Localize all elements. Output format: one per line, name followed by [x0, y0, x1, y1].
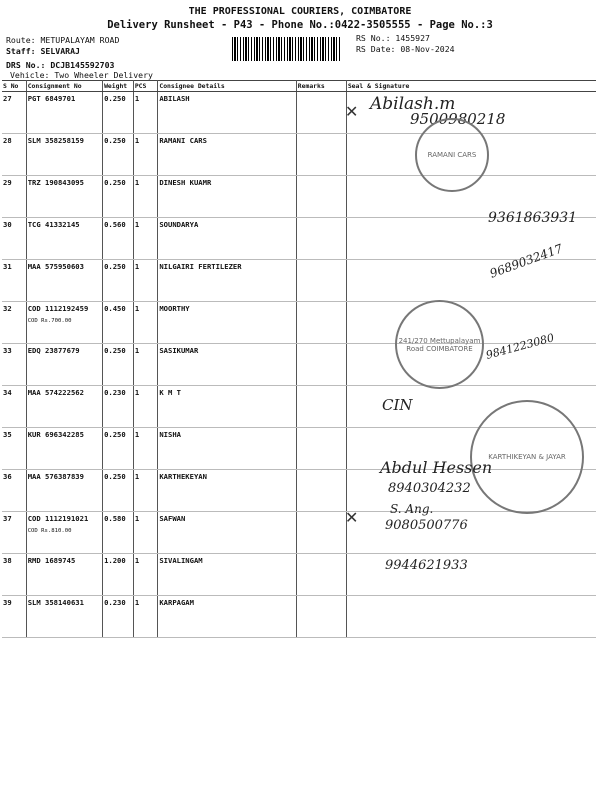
- table-row: [2, 512, 596, 554]
- cell-consignee-text: SAFWAN: [159, 514, 186, 523]
- vehicle-label: Vehicle: Two Wheeler Delivery: [10, 70, 153, 80]
- phone-r38: 9080500776: [385, 518, 468, 533]
- cell-pcs-text: 1: [134, 514, 140, 523]
- col-weight: Weight: [103, 81, 134, 92]
- cell-weight: [103, 218, 134, 260]
- cell-consignment: [26, 176, 102, 218]
- cell-pcs-text: 1: [134, 346, 140, 355]
- signature-r27: Abilash.m: [370, 94, 456, 114]
- cell-consignment-text: KUR 696342285: [27, 430, 84, 439]
- cell-pcs-text: 1: [134, 598, 140, 607]
- cell-pcs: [133, 92, 158, 134]
- cell-consignee: [158, 386, 296, 428]
- cell-consignment: [26, 386, 102, 428]
- cross-mark-icon-2: ✕: [345, 508, 359, 527]
- cell-remarks: [296, 260, 346, 302]
- cell-pcs: [133, 428, 158, 470]
- cell-pcs: [133, 260, 158, 302]
- cell-consignee-text: SASIKUMAR: [159, 346, 199, 355]
- cell-consignment: [26, 512, 102, 554]
- cell-sno-text: 31: [3, 262, 12, 271]
- cell-consignee-text: NILGAIRI FERTILEZER: [159, 262, 242, 271]
- cell-weight-text: 0.250: [104, 136, 126, 145]
- cell-consignee-text: DINESH KUAMR: [159, 178, 212, 187]
- cell-consignment: [26, 134, 102, 176]
- cell-remarks: [296, 134, 346, 176]
- cell-sno-text: 33: [3, 346, 12, 355]
- rs-date: RS Date: 08-Nov-2024: [356, 44, 455, 54]
- cell-weight: [103, 344, 134, 386]
- cod-amount: COD Rs.810.00: [27, 528, 72, 534]
- cell-consignment: [26, 302, 102, 344]
- cell-remarks: [296, 428, 346, 470]
- cell-sno: [2, 260, 26, 302]
- cell-weight: [103, 470, 134, 512]
- cell-weight-text: 0.250: [104, 346, 126, 355]
- cell-weight: [103, 596, 134, 638]
- table-body: [2, 92, 596, 638]
- cell-sno: [2, 386, 26, 428]
- cell-weight: [103, 554, 134, 596]
- cell-sno-text: 29: [3, 178, 12, 187]
- cell-remarks: [296, 470, 346, 512]
- company-stamp: RAMANI CARS: [415, 118, 489, 192]
- cell-sno: [2, 470, 26, 512]
- table-header-row: [2, 81, 596, 92]
- cell-weight-text: 0.250: [104, 472, 126, 481]
- cell-pcs-text: 1: [134, 178, 140, 187]
- cell-weight: [103, 512, 134, 554]
- cell-weight-text: 0.250: [104, 262, 126, 271]
- col-consignee: Consignee Details: [158, 81, 296, 92]
- cell-sno: [2, 512, 26, 554]
- cell-sno: [2, 302, 26, 344]
- cell-pcs: [133, 596, 158, 638]
- table-row: [2, 302, 596, 344]
- cell-consignee-text: NISHA: [159, 430, 181, 439]
- cell-pcs: [133, 512, 158, 554]
- cell-consignment-text: SLM 358140631: [27, 598, 84, 607]
- col-consignment: Consignment No: [26, 81, 102, 92]
- cell-weight: [103, 176, 134, 218]
- cell-consignment: [26, 596, 102, 638]
- cell-pcs: [133, 470, 158, 512]
- cell-sno: [2, 596, 26, 638]
- cell-consignee-text: ABILASH: [159, 94, 190, 103]
- cell-pcs-text: 1: [134, 304, 140, 313]
- cell-consignment: [26, 554, 102, 596]
- cell-pcs-text: 1: [134, 472, 140, 481]
- cell-consignment-text: MAA 575950603: [27, 262, 84, 271]
- cell-weight: [103, 428, 134, 470]
- cell-consignee-text: KARPAGAM: [159, 598, 194, 607]
- delivery-table: [2, 80, 596, 638]
- cell-consignee-text: KARTHEKEYAN: [159, 472, 207, 481]
- col-signature: Seal & Signature: [346, 81, 596, 92]
- cell-consignee-text: SIVALINGAM: [159, 556, 203, 565]
- cell-consignment-text: COD 1112192459: [27, 304, 89, 313]
- cell-signature: [346, 596, 596, 638]
- cell-sno-text: 28: [3, 136, 12, 145]
- cell-consignee-text: MOORTHY: [159, 304, 190, 313]
- cell-consignee: [158, 512, 296, 554]
- phone-r31: 9689032417: [487, 241, 565, 281]
- cell-consignee-text: RAMANI CARS: [159, 136, 207, 145]
- cell-consignee: [158, 260, 296, 302]
- cell-sno: [2, 176, 26, 218]
- cell-sno-text: 35: [3, 430, 12, 439]
- cell-consignee: [158, 302, 296, 344]
- cell-consignment-text: EDQ 23877679: [27, 346, 80, 355]
- cell-consignment-text: PGT 6849701: [27, 94, 76, 103]
- cell-weight-text: 0.450: [104, 304, 126, 313]
- cell-pcs-text: 1: [134, 136, 140, 145]
- cell-consignment: [26, 260, 102, 302]
- cell-sno: [2, 218, 26, 260]
- cell-consignee-text: SOUNDARYA: [159, 220, 199, 229]
- cell-consignment: [26, 218, 102, 260]
- company-stamp-3: KARTHIKEYAN & JAYAR: [470, 400, 584, 514]
- signature-r37: Abdul Hessen: [380, 458, 493, 477]
- cell-sno: [2, 92, 26, 134]
- cell-consignee: [158, 134, 296, 176]
- cell-remarks: [296, 512, 346, 554]
- cod-amount: COD Rs.700.00: [27, 318, 72, 324]
- cell-pcs-text: 1: [134, 388, 140, 397]
- cell-pcs: [133, 176, 158, 218]
- cell-weight: [103, 260, 134, 302]
- cell-consignee: [158, 554, 296, 596]
- cell-weight-text: 0.230: [104, 388, 126, 397]
- barcode: [232, 37, 342, 61]
- col-pcs: PCS: [133, 81, 158, 92]
- cell-sno-text: 37: [3, 514, 12, 523]
- cell-consignment: [26, 470, 102, 512]
- table-row: [2, 92, 596, 134]
- cell-pcs-text: 1: [134, 220, 140, 229]
- cell-consignee: [158, 596, 296, 638]
- cell-consignment-text: MAA 576387839: [27, 472, 84, 481]
- cell-sno: [2, 428, 26, 470]
- phone-r30: 9361863931: [488, 210, 578, 226]
- cell-sno-text: 38: [3, 556, 12, 565]
- phone-r37: 8940304232: [388, 481, 471, 496]
- phone-r27: 9500980218: [410, 110, 506, 128]
- cell-remarks: [296, 596, 346, 638]
- phone-r34: 9841223080: [484, 331, 556, 362]
- cell-sno-text: 34: [3, 388, 12, 397]
- cell-consignment: [26, 344, 102, 386]
- cell-weight-text: 0.250: [104, 430, 126, 439]
- drs-label: DRS No.: DCJB145592703: [6, 60, 115, 70]
- cell-weight-text: 0.250: [104, 178, 126, 187]
- cell-sno: [2, 344, 26, 386]
- table-row: [2, 134, 596, 176]
- rs-number: RS No.: 1455927: [356, 33, 430, 43]
- col-sno: S No: [2, 81, 26, 92]
- cell-consignee: [158, 218, 296, 260]
- table-row: [2, 596, 596, 638]
- cell-sno-text: 39: [3, 598, 12, 607]
- cell-consignment: [26, 428, 102, 470]
- cell-weight-text: 0.580: [104, 514, 126, 523]
- cell-remarks: [296, 176, 346, 218]
- cell-consignee: [158, 428, 296, 470]
- cell-weight: [103, 134, 134, 176]
- cell-consignment-text: COD 1112191021: [27, 514, 89, 523]
- cell-pcs: [133, 344, 158, 386]
- cell-weight-text: 0.560: [104, 220, 126, 229]
- signature-r38: S. Ang.: [390, 502, 434, 516]
- signature-r35: CIN: [382, 396, 413, 414]
- cell-consignee: [158, 176, 296, 218]
- cell-sno-text: 30: [3, 220, 12, 229]
- cell-pcs: [133, 134, 158, 176]
- cell-weight-text: 1.200: [104, 556, 126, 565]
- cell-consignment-text: SLM 358258159: [27, 136, 84, 145]
- cell-sno: [2, 134, 26, 176]
- cell-pcs-text: 1: [134, 94, 140, 103]
- phone-r39: 9944621933: [385, 558, 468, 573]
- cell-pcs-text: 1: [134, 430, 140, 439]
- cell-sno-text: 36: [3, 472, 12, 481]
- table-row: [2, 554, 596, 596]
- col-remarks: Remarks: [296, 81, 346, 92]
- cell-sno-text: 32: [3, 304, 12, 313]
- company-title: THE PROFESSIONAL COURIERS, COIMBATORE: [188, 6, 412, 17]
- cell-remarks: [296, 302, 346, 344]
- cell-remarks: [296, 218, 346, 260]
- cell-remarks: [296, 554, 346, 596]
- cell-signature: [346, 554, 596, 596]
- cell-consignee: [158, 344, 296, 386]
- cell-consignment-text: MAA 574222562: [27, 388, 84, 397]
- runsheet-title: Delivery Runsheet - P43 - Phone No.:0422-3505555 - Page No.:3: [107, 19, 493, 31]
- cell-consignment-text: TRZ 190843095: [27, 178, 84, 187]
- cell-weight-text: 0.230: [104, 598, 126, 607]
- cell-weight: [103, 302, 134, 344]
- company-stamp-2: 241/270 Mettupalayam Road COIMBATORE: [395, 300, 484, 389]
- cell-remarks: [296, 92, 346, 134]
- cell-consignee: [158, 92, 296, 134]
- cell-signature: [346, 260, 596, 302]
- staff-label: Staff: SELVARAJ: [6, 46, 80, 56]
- cell-consignment-text: TCG 41332145: [27, 220, 80, 229]
- cell-weight-text: 0.250: [104, 94, 126, 103]
- cross-mark-icon: ✕: [345, 102, 359, 121]
- route-label: Route: METUPALAYAM ROAD: [6, 35, 120, 45]
- cell-weight: [103, 92, 134, 134]
- cell-pcs: [133, 302, 158, 344]
- cell-consignee: [158, 470, 296, 512]
- cell-sno-text: 27: [3, 94, 12, 103]
- cell-signature: [346, 512, 596, 554]
- cell-pcs-text: 1: [134, 556, 140, 565]
- cell-pcs: [133, 386, 158, 428]
- cell-consignment: [26, 92, 102, 134]
- cell-consignee-text: K M T: [159, 388, 181, 397]
- cell-remarks: [296, 386, 346, 428]
- cell-pcs: [133, 218, 158, 260]
- cell-weight: [103, 386, 134, 428]
- cell-remarks: [296, 344, 346, 386]
- cell-pcs-text: 1: [134, 262, 140, 271]
- cell-pcs: [133, 554, 158, 596]
- cell-consignment-text: RMD 1689745: [27, 556, 76, 565]
- cell-sno: [2, 554, 26, 596]
